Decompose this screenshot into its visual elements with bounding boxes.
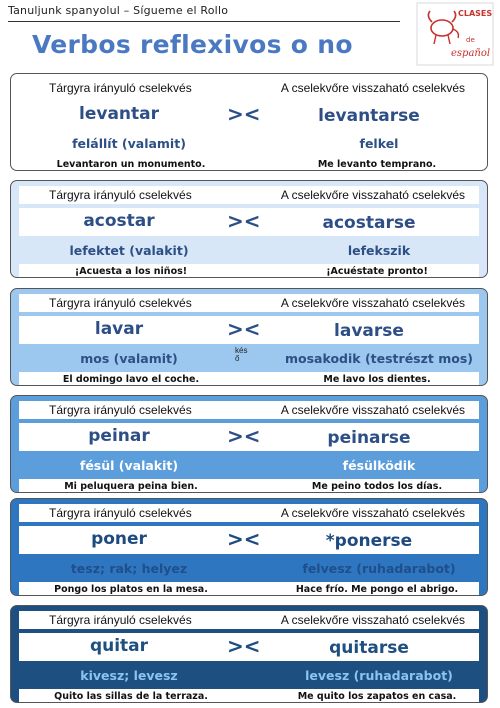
reflexive-meaning: mosakodik (testrészt mos) xyxy=(285,351,473,366)
verb: quitar xyxy=(89,636,149,656)
meaning-row xyxy=(19,456,479,476)
right-header: A cselekvőre visszaható cselekvés xyxy=(280,81,465,95)
logo-text-top: CLASES xyxy=(458,9,493,18)
example-left: Pongo los platos en la mesa. xyxy=(54,584,208,595)
example-right: Hace frío. Me pongo el abrigo. xyxy=(295,584,459,595)
verb: lavar xyxy=(94,319,144,339)
reflexive-verb: lavarse xyxy=(334,321,404,341)
example-right: Me quito los zapatos en casa. xyxy=(297,691,457,702)
reflexive-meaning: felkel xyxy=(359,136,399,151)
verb-card-acostar xyxy=(10,180,488,278)
right-header: A cselekvőre visszaható cselekvés xyxy=(280,296,465,310)
example-left: El domingo lavo el coche. xyxy=(62,374,200,385)
example-left: Levantaron un monumento. xyxy=(56,159,206,170)
left-header: Tárgyra irányuló cselekvés xyxy=(49,188,192,202)
reflexive-meaning: lefekszik xyxy=(347,243,411,258)
example-right: Me levanto temprano. xyxy=(317,159,437,170)
meaning-row xyxy=(19,241,479,261)
example-row xyxy=(19,372,479,386)
card-header-row xyxy=(19,294,479,312)
card-header-row xyxy=(19,186,479,204)
example-left: Quito las sillas de la terraza. xyxy=(54,691,208,702)
verb: peinar xyxy=(88,426,150,446)
verb: acostar xyxy=(83,211,155,231)
reflexive-verb: *ponerse xyxy=(325,531,413,551)
card-header-row xyxy=(19,79,479,97)
verb-row xyxy=(19,633,479,661)
verb-meaning: mos (valamit) xyxy=(80,351,178,366)
example-right: Me peino todos los días. xyxy=(311,481,443,492)
left-header: Tárgyra irányuló cselekvés xyxy=(49,403,192,417)
reflexive-verb: peinarse xyxy=(327,428,411,448)
reflexive-meaning: fésülködik xyxy=(342,458,416,473)
example-right: Me lavo los dientes. xyxy=(323,374,431,385)
verb: levantar xyxy=(79,104,159,124)
verb-row xyxy=(19,316,479,344)
left-header: Tárgyra irányuló cselekvés xyxy=(49,296,192,310)
versus-arrow: >< xyxy=(227,102,261,126)
left-header: Tárgyra irányuló cselekvés xyxy=(49,506,192,520)
verb-row xyxy=(19,423,479,451)
verb-meaning: felállít (valamit) xyxy=(72,136,186,151)
reflexive-meaning: levesz (ruhadarabot) xyxy=(305,668,453,683)
example-row xyxy=(19,264,479,278)
verb-meaning: fésül (valakit) xyxy=(79,458,179,473)
reflexive-verb: acostarse xyxy=(322,213,416,233)
meaning-row xyxy=(19,666,479,686)
verb-row xyxy=(19,101,479,129)
right-header: A cselekvőre visszaható cselekvés xyxy=(280,613,465,627)
right-header: A cselekvőre visszaható cselekvés xyxy=(280,506,465,520)
logo-text-bottom: español xyxy=(451,48,491,59)
header-rule xyxy=(8,21,400,22)
example-row xyxy=(19,479,479,493)
versus-arrow: >< xyxy=(227,424,261,448)
verb-card-levantar xyxy=(10,73,488,171)
logo-text-mid: de xyxy=(466,36,475,44)
reflexive-verb: levantarse xyxy=(318,106,420,126)
meaning-row xyxy=(19,134,479,154)
left-header: Tárgyra irányuló cselekvés xyxy=(49,81,192,95)
verb-meaning: lefektet (valakit) xyxy=(69,243,189,258)
meaning-row xyxy=(19,559,479,579)
clases-de-espanol-logo xyxy=(416,2,494,66)
right-header: A cselekvőre visszaható cselekvés xyxy=(280,403,465,417)
verb-row xyxy=(19,526,479,554)
verb-meaning: kivesz; levesz xyxy=(80,668,178,683)
right-header: A cselekvőre visszaható cselekvés xyxy=(280,188,465,202)
verb-card-quitar xyxy=(10,605,488,703)
series-title: Tanuljunk spanyolul – Sígueme el Rollo xyxy=(8,4,229,17)
example-row xyxy=(19,157,479,171)
example-left: ¡Acuesta a los niños! xyxy=(74,266,188,277)
verb-card-poner xyxy=(10,498,488,596)
card-header-row xyxy=(19,401,479,419)
reflexive-verb: quitarse xyxy=(329,638,409,658)
verb: poner xyxy=(91,529,147,549)
example-left: Mi peluquera peina bien. xyxy=(64,481,198,492)
versus-arrow: >< xyxy=(227,527,261,551)
left-header: Tárgyra irányuló cselekvés xyxy=(49,613,192,627)
note: kés ő xyxy=(235,346,248,363)
reflexive-meaning: felvesz (ruhadarabot) xyxy=(302,561,456,576)
versus-arrow: >< xyxy=(227,317,261,341)
meaning-row xyxy=(19,346,479,369)
card-header-row xyxy=(19,611,479,629)
verb-card-lavar xyxy=(10,288,488,386)
page-title: Verbos reflexivos o no xyxy=(32,30,353,59)
versus-arrow: >< xyxy=(227,634,261,658)
verb-card-peinar xyxy=(10,395,488,493)
verb-meaning: tesz; rak; helyez xyxy=(70,561,188,576)
card-header-row xyxy=(19,504,479,522)
example-row xyxy=(19,582,479,596)
versus-arrow: >< xyxy=(227,209,261,233)
example-row xyxy=(19,689,479,703)
example-right: ¡Acuéstate pronto! xyxy=(326,266,428,277)
verb-row xyxy=(19,208,479,236)
